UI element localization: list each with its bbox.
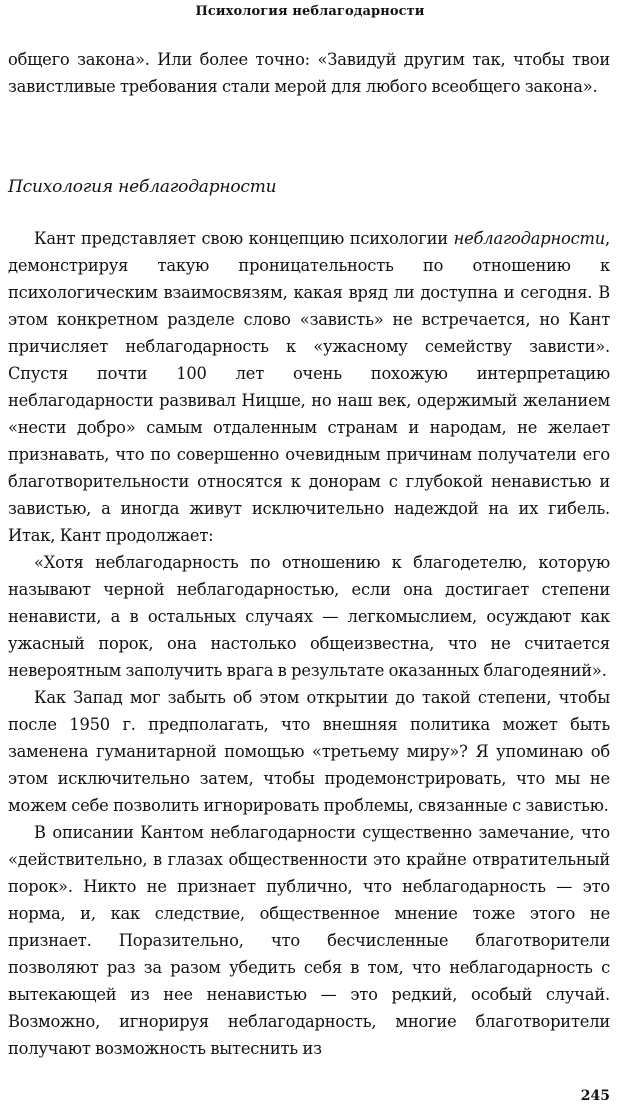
paragraph-1-text-before: Кант представляет свою концепцию психологии [34,229,454,248]
paragraph-3: Как Запад мог забыть об этом открытии до такой степени, чтобы после 1950 г. предполагать, что внешняя политика может быть заменена гуманитарной помощью «третьему миру»? Я упоминаю об этом исключительно затем, чтобы продемонстрировать, что мы не можем себе позволить игнорировать проблемы, связанные с завистью. [8,688,610,815]
running-header: Психология неблагодарности [195,4,425,19]
section-heading: Психология неблагодарности [8,177,277,197]
paragraph-2-quote: «Хотя неблагодарность по отношению к благодетелю, которую называют черной неблагодарностью, если она достигает степени ненависти, а в остальных случаях — легкомыслием, осуждают как ужасный порок, она настолько общеизвестна, что не считается невероятным заполучить врага в результате оказанных благодеяний». [8,553,610,680]
paragraph-4: В описании Кантом неблагодарности существенно замечание, что «действительно, в глазах общественности это крайне отвратительный порок». Никто не признает публично, что неблагодарность — это норма, и, как следствие, общественное мнение тоже этого не признает. Поразительно, что бесчисленные благотворители позволяют раз за разом убедить себя в том, что неблагодарность с вытекающей из нее ненавистью — это редкий, особый случай. Возможно, игнорируя неблагодарность, многие благотворители получают возможность вытеснить из [8,823,610,1058]
section-body [8,225,610,1062]
continued-paragraph-block [8,46,610,100]
page-number: 245 [580,1088,610,1104]
paragraph-1 [8,225,610,549]
continued-paragraph: общего закона». Или более точно: «Завидуй другим так, чтобы твои завистливые требования стали мерой для любого всеобщего закона». [8,50,610,96]
paragraph-1-emphasis: неблагодарности [453,229,606,248]
paragraph-1-text-after: , демонстрируя такую проницательность по отношению к психологическим взаимосвязям, какая вряд ли доступна и сегодня. В этом конкретном разделе слово «зависть» не встречается, но Кант причисляет неблагодарность к «ужасному семейству зависти». Спустя почти 100 лет очень похожую интерпретацию неблагодарности развивал Ницше, но наш век, одержимый желанием «нести добро» самым отдаленным странам и народам, не желает признавать, что по совершенно очевидным причинам получатели его благотворительности относятся к донорам с глубокой ненавистью и завистью, а иногда живут исключительно надеждой на их гибель. Итак, Кант продолжает: [8,229,610,545]
